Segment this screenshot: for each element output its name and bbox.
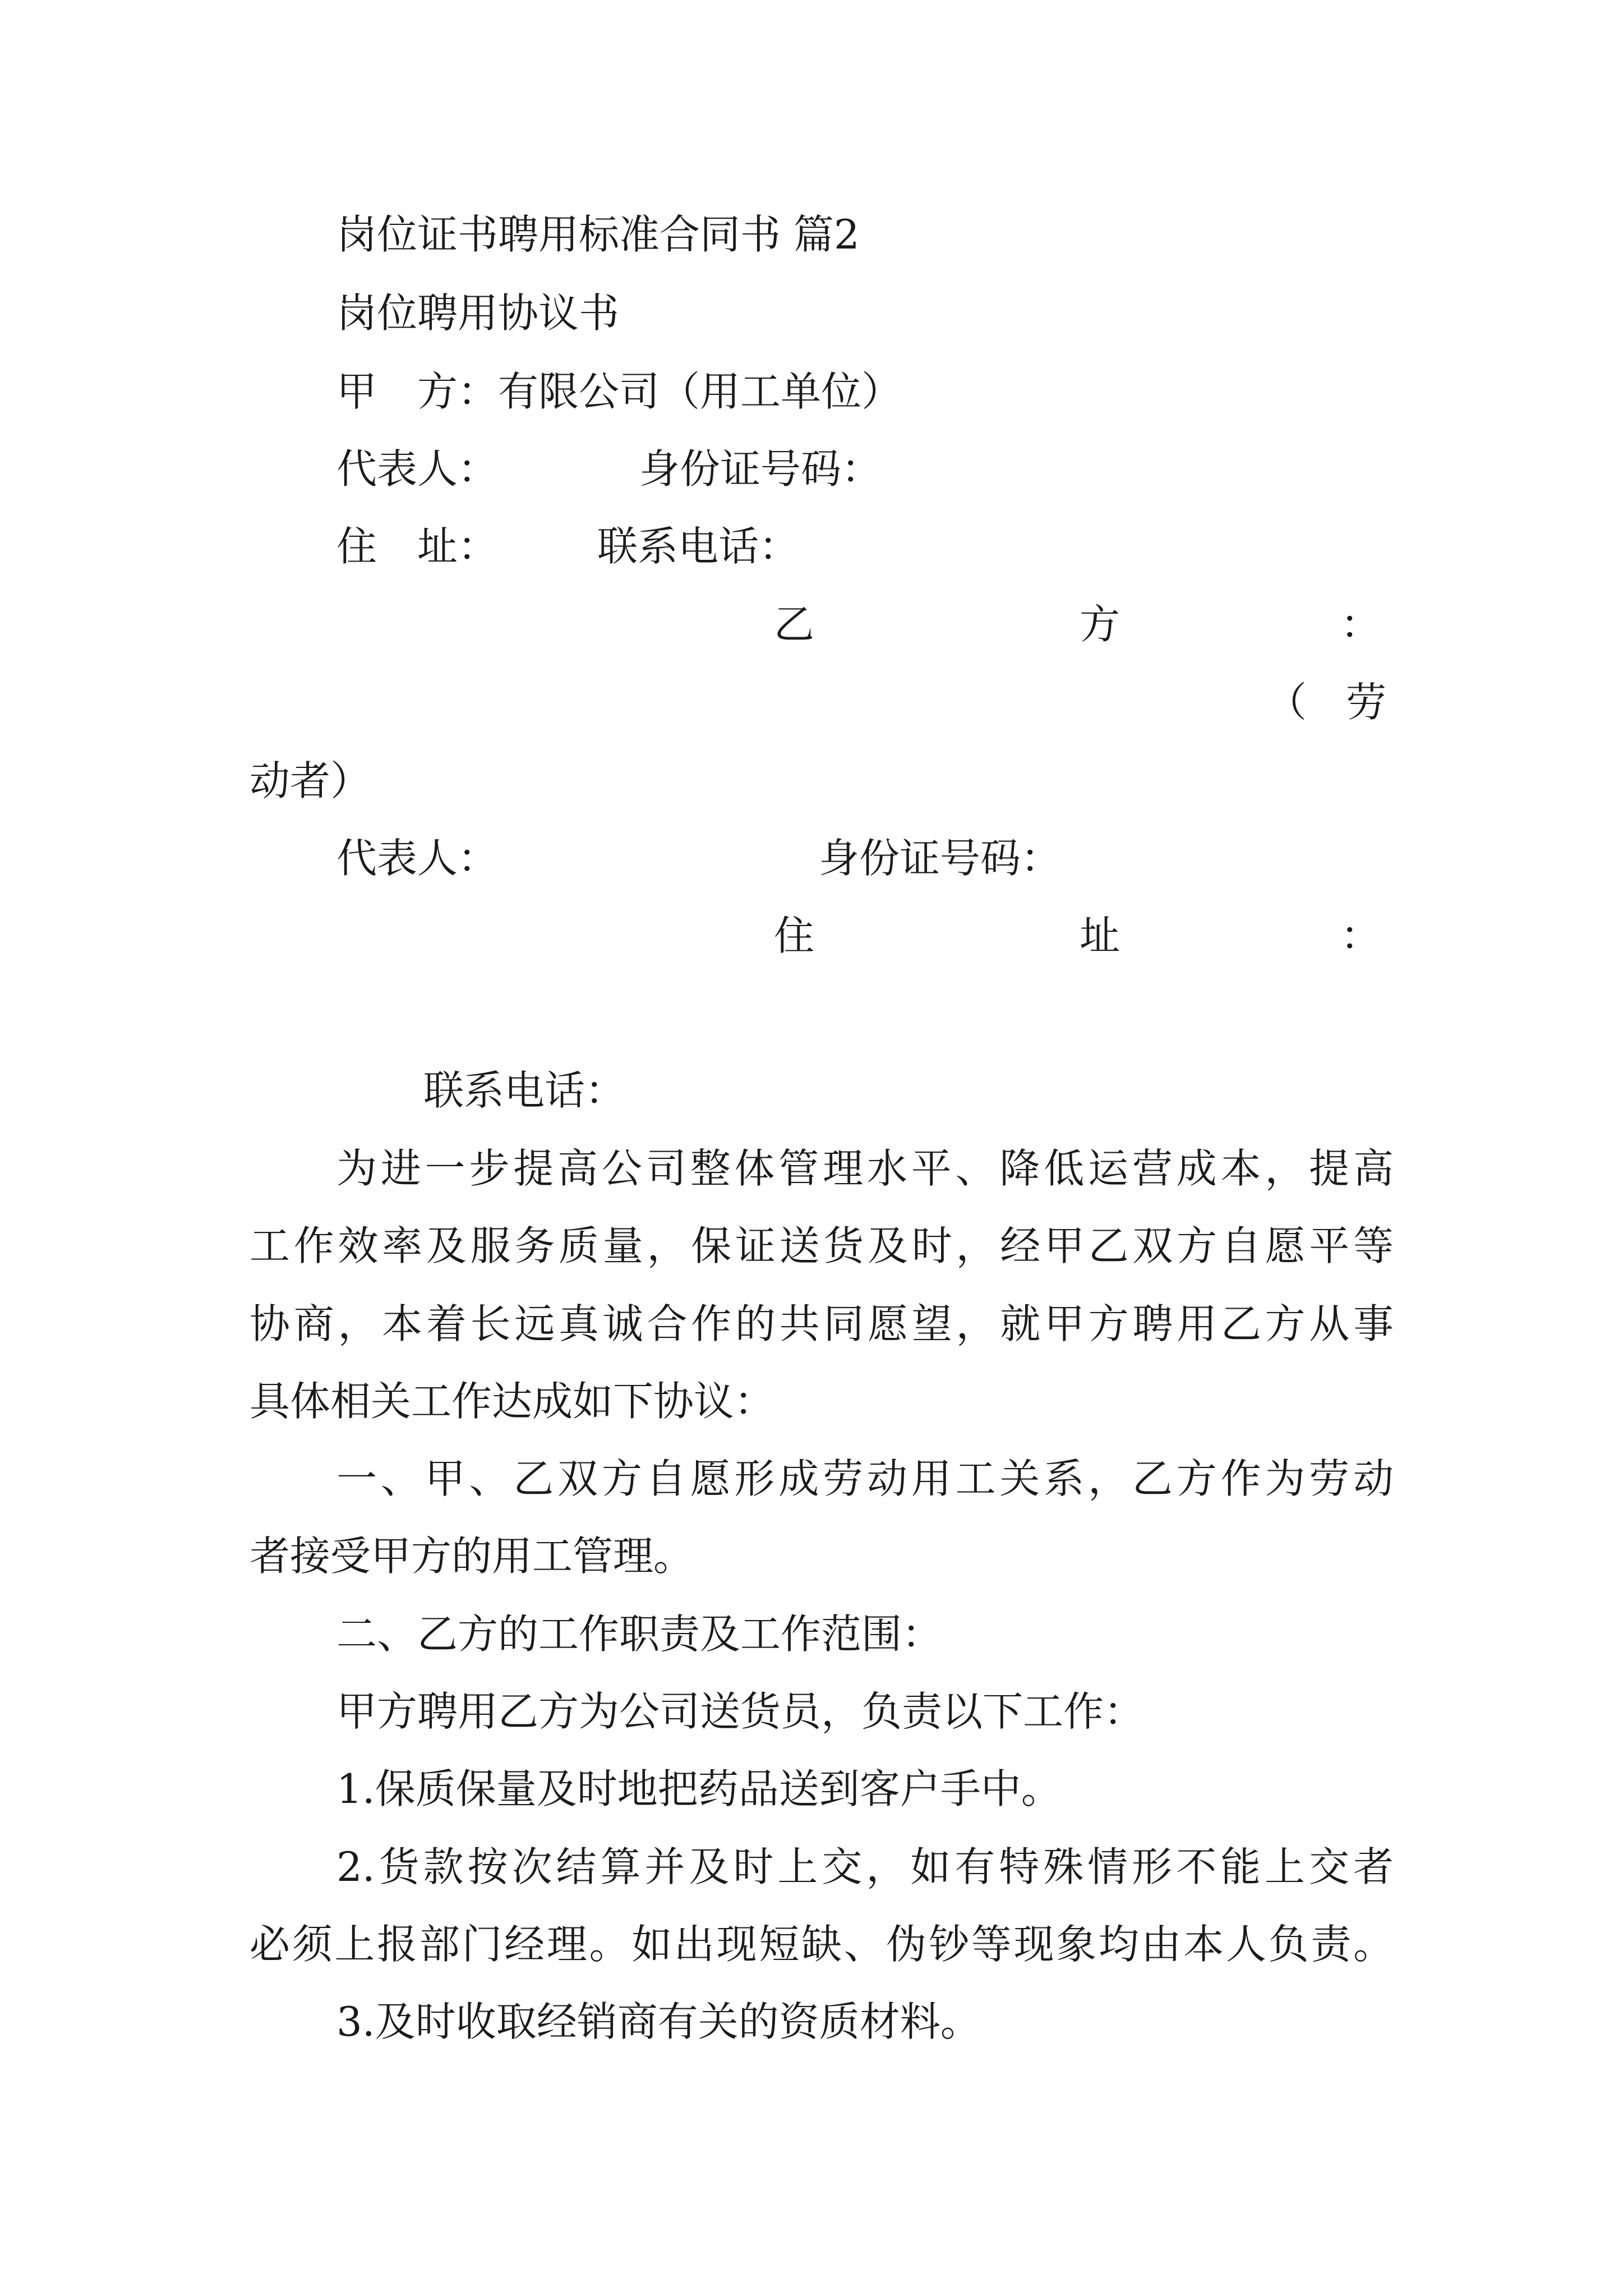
duty-item-2-line-2: 必须上报部门经理。如出现短缺、伪钞等现象均由本人负责。 [250, 1921, 1394, 1968]
party-b-label-wrap: 动者） [250, 757, 371, 804]
party-b-char-3: ： [1340, 601, 1381, 648]
party-a-phone-label: 联系电话： [597, 523, 800, 570]
party-b-phone-label: 联系电话： [423, 1067, 626, 1114]
document-title: 岗位证书聘用标准合同书 篇2 [336, 211, 860, 258]
party-a-label: 甲 方： [336, 368, 499, 415]
party-a-id-label: 身份证号码： [639, 445, 882, 493]
clause-1-line-2: 者接受甲方的用工管理。 [250, 1533, 694, 1580]
party-b-id-label: 身份证号码： [819, 835, 1062, 882]
clause-2-heading: 二、乙方的工作职责及工作范围： [336, 1611, 943, 1658]
party-a-line [336, 368, 902, 415]
intro-line-2: 工作效率及服务质量，保证送货及时，经甲乙双方自愿平等 [250, 1222, 1394, 1269]
party-a-value: 有限公司（用工单位） [498, 368, 902, 415]
party-a-rep-label: 代表人： [336, 445, 499, 493]
duty-item-3: 3.及时收取经销商有关的资质材料。 [336, 1998, 981, 2045]
party-b-char-2: 方 [1080, 601, 1121, 648]
clause-2-intro: 甲方聘用乙方为公司送货员，负责以下工作： [336, 1688, 1145, 1735]
intro-line-4: 具体相关工作达成如下协议： [250, 1378, 775, 1425]
intro-line-3: 协商，本着长远真诚合作的共同愿望，就甲方聘用乙方从事 [250, 1300, 1394, 1347]
duty-item-2-line-1: 2.货款按次结算并及时上交，如有特殊情形不能上交者 [336, 1843, 1394, 1890]
party-b-char-1: 乙 [774, 601, 815, 648]
party-a-address-label: 住 址： [336, 523, 499, 570]
party-b-addr-char-3: ： [1340, 912, 1381, 959]
party-b-addr-char-2: 址 [1080, 912, 1121, 959]
intro-line-1: 为进一步提高公司整体管理水平、降低运营成本，提高 [336, 1145, 1394, 1192]
duty-item-1: 1.保质保量及时地把药品送到客户手中。 [336, 1765, 1062, 1812]
party-b-tail-2: 劳 [1346, 679, 1387, 726]
party-b-addr-char-1: 住 [774, 912, 815, 959]
clause-1-line-1: 一、甲、乙双方自愿形成劳动用工关系，乙方作为劳动 [336, 1455, 1394, 1502]
party-b-rep-label: 代表人： [336, 835, 499, 882]
agreement-subtitle: 岗位聘用协议书 [336, 289, 620, 337]
party-b-tail-1: （ [1266, 679, 1307, 726]
